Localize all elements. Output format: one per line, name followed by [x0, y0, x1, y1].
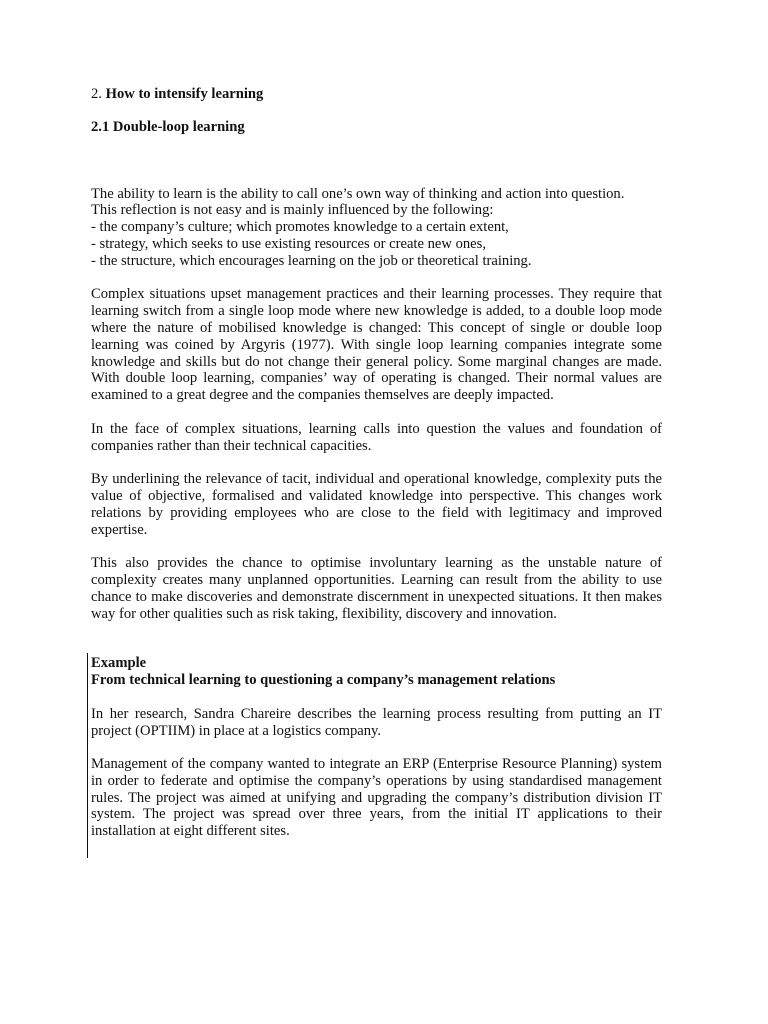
body-paragraph: This also provides the chance to optimise involuntary learning as the unstable nature of complexity creates many unplanned opportunities. Learning can result from the ability to use chance to make discoveries and demonstrate discernment in unexpected situations. It then makes way for other qualities such as risk taking, flexibility, discovery and innovation. [91, 555, 662, 622]
body-paragraph: Complex situations upset management practices and their learning processes. They require that learning switch from a single loop mode where new knowledge is added, to a double loop mode where the nature of mobilised knowledge is changed: This concept of single or double loop learning was coined by Argyris (1977). With single loop learning companies integrate some knowledge and skills but do not change their general policy. Some marginal changes are made. With double loop learning, companies’ way of operating is changed. Their normal values are examined to a great degree and the companies themselves are deeply impacted. [91, 286, 662, 404]
body-paragraph: In the face of complex situations, learning calls into question the values and foundation of companies rather than their technical capacities. [91, 420, 662, 454]
section-heading [91, 86, 662, 103]
subsection-heading: 2.1 Double-loop learning [91, 118, 245, 135]
intro-list-item: - strategy, which seeks to use existing resources or create new ones, [91, 235, 486, 252]
intro-paragraph [91, 186, 662, 270]
example-label: Example [91, 655, 147, 672]
section-title: How to intensify learning [105, 86, 264, 102]
body-paragraph: By underlining the relevance of tacit, individual and operational knowledge, complexity puts the value of objective, formalised and validated knowledge into perspective. This changes work relations by providing employees who are close to the field with legitimacy and improved expertise. [91, 471, 662, 538]
document-page [91, 86, 662, 857]
example-title: From technical learning to questioning a company’s management relations [91, 672, 556, 689]
intro-line: The ability to learn is the ability to call one’s own way of thinking and action into question. [91, 185, 625, 202]
intro-list-item: - the structure, which encourages learning on the job or theoretical training. [91, 252, 532, 269]
intro-list-item: - the company’s culture; which promotes knowledge to a certain extent, [91, 219, 509, 236]
section-number: 2. [91, 86, 102, 102]
intro-line: This reflection is not easy and is mainly influenced by the following: [91, 202, 494, 219]
example-paragraph: In her research, Sandra Chareire describes the learning process resulting from putting an IT project (OPTIIM) in place at a logistics company. [91, 705, 662, 739]
example-box [91, 655, 662, 840]
example-paragraph: Management of the company wanted to integrate an ERP (Enterprise Resource Planning) system in order to federate and optimise the company’s operations by using standardised management rules. The project was aimed at unifying and upgrading the company’s distribution division IT system. The project was spread over three years, from the initial IT applications to their installation at eight different sites. [91, 756, 662, 840]
example-left-border [87, 653, 88, 858]
